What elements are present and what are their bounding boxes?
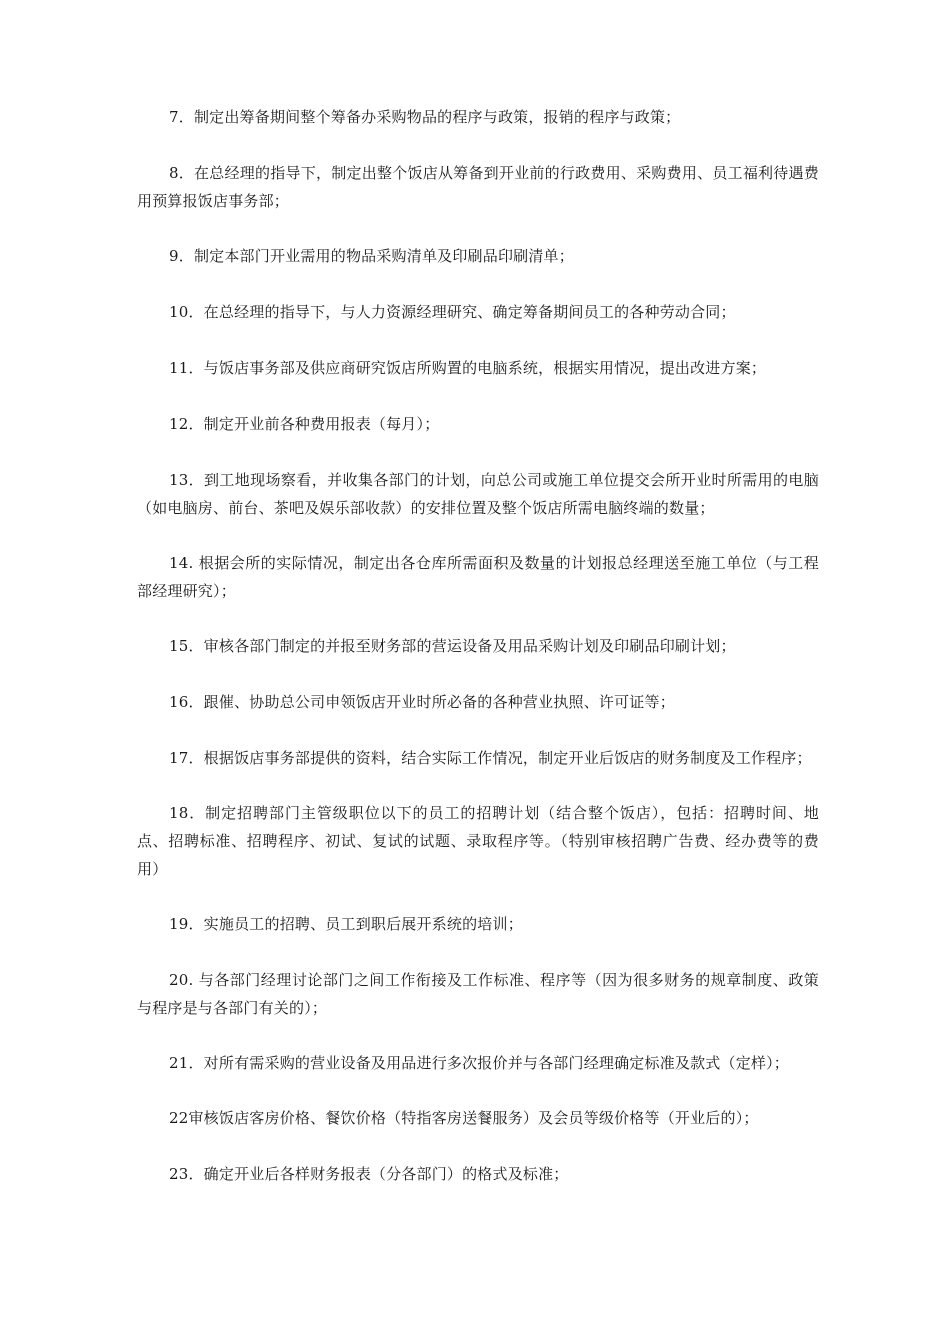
paragraph-item-12: 12．制定开业前各种费用报表（每月）；	[169, 415, 440, 433]
paragraph-item-19: 19．实施员工的招聘、员工到职后展开系统的培训；	[169, 915, 523, 933]
paragraph-item-18: 18．制定招聘部门主管级职位以下的员工的招聘计划（结合整个饭店），包括：招聘时间、地点、招聘标准、招聘程序、初试、复试的试题、录取程序等。（特别审核招聘广告费、经办费等的费用）	[137, 804, 819, 878]
paragraph-item-17: 17．根据饭店事务部提供的资料，结合实际工作情况，制定开业后饭店的财务制度及工作程序；	[169, 749, 812, 767]
paragraph-item-9: 9．制定本部门开业需用的物品采购清单及印刷品印刷清单；	[169, 247, 574, 265]
paragraph-item-11: 11．与饭店事务部及供应商研究饭店所购置的电脑系统，根据实用情况，提出改进方案；	[169, 359, 767, 377]
paragraph-item-10: 10．在总经理的指导下，与人力资源经理研究、确定筹备期间员工的各种劳动合同；	[169, 303, 736, 321]
paragraph-item-7: 7．制定出筹备期间整个筹备办采购物品的程序与政策，报销的程序与政策；	[169, 108, 681, 126]
paragraph-item-16: 16．跟催、协助总公司申领饭店开业时所必备的各种营业执照、许可证等；	[169, 693, 675, 711]
paragraph-item-14: 14. 根据会所的实际情况，制定出各仓库所需面积及数量的计划报总经理送至施工单位（与工程部经理研究）；	[137, 554, 819, 600]
paragraph-item-20: 20. 与各部门经理讨论部门之间工作衔接及工作标准、程序等（因为很多财务的规章制度、政策与程序是与各部门有关的）；	[137, 971, 819, 1017]
document-body	[137, 103, 819, 1216]
paragraph-item-21: 21．对所有需采购的营业设备及用品进行多次报价并与各部门经理确定标准及款式（定样）；	[169, 1054, 789, 1072]
paragraph-item-15: 15．审核各部门制定的并报至财务部的营运设备及用品采购计划及印刷品印刷计划；	[169, 637, 736, 655]
paragraph-item-23: 23．确定开业后各样财务报表（分各部门）的格式及标准；	[169, 1165, 569, 1183]
paragraph-item-22: 22审核饭店客房价格、餐饮价格（特指客房送餐服务）及会员等级价格等（开业后的）；	[169, 1109, 759, 1127]
paragraph-item-8: 8．在总经理的指导下，制定出整个饭店从筹备到开业前的行政费用、采购费用、员工福利待遇费用预算报饭店事务部；	[137, 164, 819, 210]
paragraph-item-13: 13．到工地现场察看，并收集各部门的计划，向总公司或施工单位提交会所开业时所需用的电脑（如电脑房、前台、茶吧及娱乐部收款）的安排位置及整个饭店所需电脑终端的数量；	[137, 471, 819, 517]
